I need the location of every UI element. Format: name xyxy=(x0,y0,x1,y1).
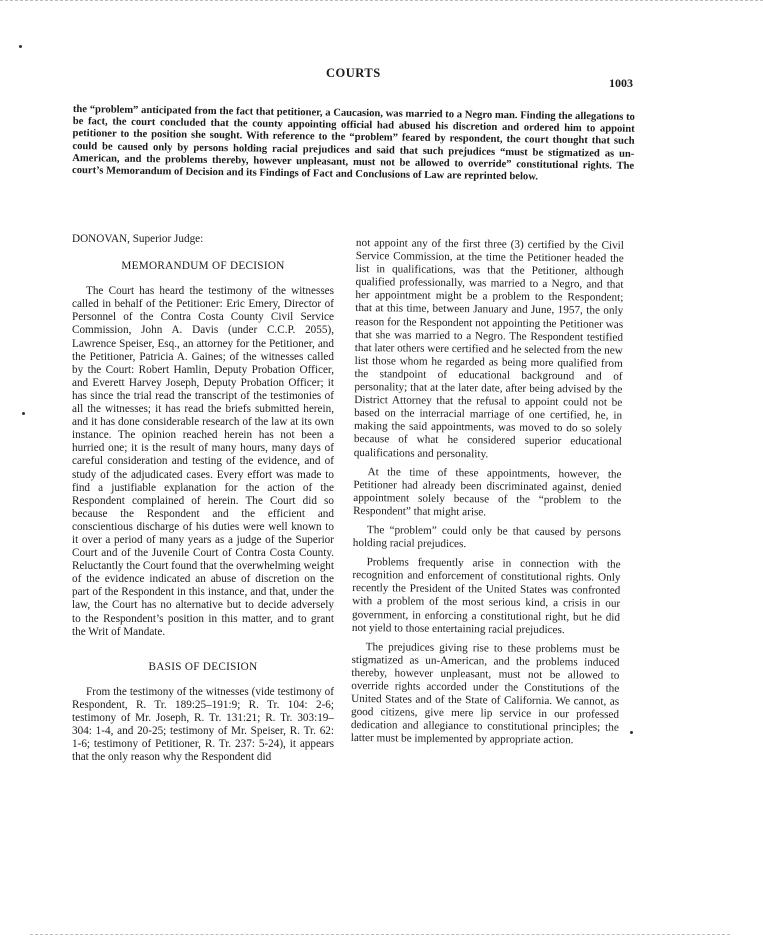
basis-paragraph: From the testimony of the witnesses (vide testimony of Respondent, R. Tr. 189:25–191:9; R. Tr. 104: 2-6; testimony of Mr. Joseph, R. Tr. 131:21; R. Tr. 303:19–304: 1-4, and 20-25; testimony of Mr. Speiser, R. Tr. 62: 1-6; testimony of Petitioner, R. Tr. 237: 5-24), it appears that the only reason why the Respondent did xyxy=(72,685,334,764)
body-paragraph: not appoint any of the first three (3) certified by the Civil Service Commission, at the time the Petitioner headed the list in qualifications, was that the Petitioner, although qualified professionally, was married to a Negro, and that her appointment might be a problem to the Respondent; that at this time, between January and June, 1957, the only reason for the Respondent not appointing the Petitioner was that she was married to a Negro. The Respondent testified that later others were certified and he selected from the new list those whom he regarded as being more qualified from the standpoint of educational background and of personality; that at the later date, after being advised by the District Attorney that the refusal to appoint could not be based on the interracial marriage of one certified, he, in making the said appointments, was moved to do so solely because of what he considered superior educational qualifications and personality. xyxy=(353,237,624,460)
running-head: COURTS xyxy=(326,66,381,80)
body-paragraph: At the time of these appointments, however, the Petitioner had already been discriminated against, denied appointment solely because of the “problem to the Respondent” that might arise. xyxy=(353,465,622,519)
body-paragraph: Problems frequently arise in connection with the recognition and enforcement of constitutional rights. Only recently the President of the United States was confronted with a problem of the most serious kind, a crisis in our government, in enforcing a constitutional right, but he did not yield to those entertaining racial prejudices. xyxy=(351,556,621,636)
basis-heading: BASIS OF DECISION xyxy=(148,660,258,673)
left-column xyxy=(72,233,334,770)
memorandum-heading: MEMORANDUM OF DECISION xyxy=(121,260,285,273)
headnote: the “problem” anticipated from the fact that petitioner, a Caucasion, was married to a Negro man. Finding the allegations to be fact, the court concluded that the county appointing official had abused his discretion and ordered him to appoint petitioner to the position she sought. With reference to the “problem” feared by respondent, the court thought that such could be caused only by persons holding racial prejudices and said that such prejudices “must be stigmatized as un-American, and the problems thereby, however unpleasant, must not be allowed to override” constitutional rights. The court’s Memorandum of Decision and its Findings of Fact and Conclusions of Law are reprinted below. xyxy=(71,104,635,183)
scan-border-bottom xyxy=(30,934,730,936)
scan-speck xyxy=(22,412,25,415)
body-paragraph: The prejudices giving rise to these problems must be stigmatized as un-American, and the problems induced thereby, however unpleasant, must not be allowed to override rights accorded under the Constitutions of the United States and of the State of California. We cannot, as good citizens, give mere lip service in our professed dedication and allegiance to constitutional principles; the latter must be implemented by appropriate action. xyxy=(350,640,620,747)
scan-speck xyxy=(19,45,22,48)
body-paragraph: The “problem” could only be that caused by persons holding racial prejudices. xyxy=(352,524,621,551)
scan-speck xyxy=(630,731,633,734)
page-number: 1003 xyxy=(609,76,633,90)
right-column xyxy=(351,237,624,754)
judge-line: DONOVAN, Superior Judge: xyxy=(72,233,204,245)
memorandum-paragraph: The Court has heard the testimony of the witnesses called in behalf of the Petitioner: Eric Emery, Director of Personnel of the Contra Costa County Civil Service Commission, John A. Davis (under C.C.P. 2055), Lawrence Speiser, Esq., an attorney for the Petitioner, and the Petitioner, Patricia A. Gaines; of the witnesses called by the Court: Robert Hamlin, Deputy Probation Officer, and Everett Harvey Joseph, Deputy Probation Officer; it has since the trial read the transcript of the testimonies of all the witnesses; it has read the briefs submitted herein, and it has done considerable research of the law at its own instance. The opinion reached herein has not been a hurried one; it is the result of many hours, many days of careful consideration and testing of the evidence, and of study of the adjudicated cases. Every effort was made to find a justifiable explanation for the action of the Respondent complained of herein. The Court did so because the Respondent and the efficient and conscientious discharge of his duties were well known to it over a period of many years as a judge of the Superior Court and of the Juvenile Court of Contra Costa County. Reluctantly the Court found that the overwhelming weight of the evidence indicated an abuse of discretion on the part of the Respondent in this instance, and that, under the law, the Court has no alternative but to decide adversely to the Respondent’s position in this matter, and to grant the Writ of Mandate. xyxy=(72,285,334,638)
scan-border-top xyxy=(0,0,763,2)
